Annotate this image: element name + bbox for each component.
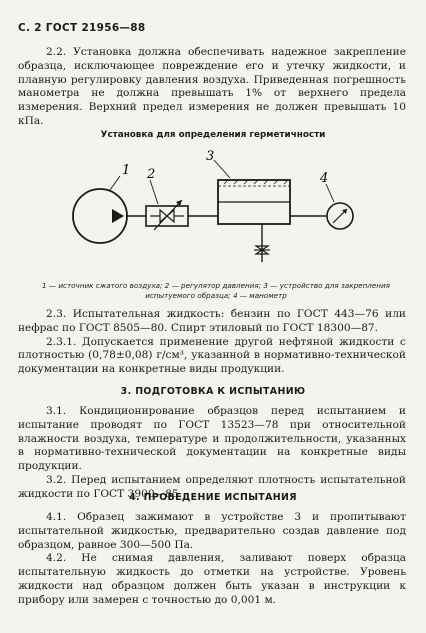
paragraph-text: 2.2. Установка должна обеспечивать надежное закрепление образца, исключающее повреждение его и утечку жидкости, и плавную регулировку давления воздуха. Приведенная погрешность манометра не должна превышать 1% от верхнего предела измерения. Верхний предел измерения не должен превышать 10 кПа. <box>18 46 406 127</box>
section-2-paragraphs <box>18 308 406 377</box>
paragraph-4-2: 4.2. Не снимая давления, заливают поверх образца испытательную жидкость до отметки на устройстве. Уровень жидкости над образцом должен быть указан в инструкции к прибору или замерен с точностью до 0,001 м. <box>18 552 406 606</box>
schematic-diagram <box>0 140 426 280</box>
section-4-heading: 4. ПРОВЕДЕНИЕ ИСПЫТАНИЯ <box>129 492 297 503</box>
page-header: С. 2 ГОСТ 21956—88 <box>18 22 146 34</box>
paragraph-4-1: 4.1. Образец зажимают в устройстве 3 и пропитывают испытательной жидкостью, предварительно создав давление под образцом, равное 300—500 Па. <box>18 511 406 551</box>
paragraph-2-3: 2.3. Испытательная жидкость: бензин по ГОСТ 443—76 или нефрас по ГОСТ 8505—80. Спирт этиловый по ГОСТ 18300—87. <box>18 308 406 334</box>
label-1: 1 <box>122 163 131 178</box>
paragraph-3-1: 3.1. Кондиционирование образцов перед испытанием и испытание проводят по ГОСТ 13523—78 при относительной влажности воздуха, температуре и продолжительности, указанных в нормативно-технической документации на конкретные виды продукции. <box>18 405 406 473</box>
section-3-heading: 3. ПОДГОТОВКА К ИСПЫТАНИЮ <box>120 386 306 397</box>
figure-caption: 1 — источник сжатого воздуха; 2 — регулятор давления; 3 — устройство для закрепления испытуемого образца; 4 — манометр <box>42 281 390 300</box>
paragraph-2-2 <box>18 46 406 129</box>
paragraph-3-2: 3.2. Перед испытанием определяют плотность испытательной жидкости по ГОСТ 3900—85. <box>18 473 406 500</box>
label-2: 2 <box>147 167 156 182</box>
figure-title: Установка для определения герметичности <box>100 130 326 140</box>
air-source-arrow <box>112 209 124 223</box>
label-4: 4 <box>320 171 329 186</box>
section-4-paragraphs <box>18 511 406 608</box>
label-3: 3 <box>206 149 215 164</box>
section-3-paragraphs <box>18 405 406 502</box>
paragraph-2-3-1: 2.3.1. Допускается применение другой нефтяной жидкости с плотностью (0,78±0,08) г/см³, указанной в нормативно-технической документации на конкретные виды продукции. <box>18 335 406 376</box>
